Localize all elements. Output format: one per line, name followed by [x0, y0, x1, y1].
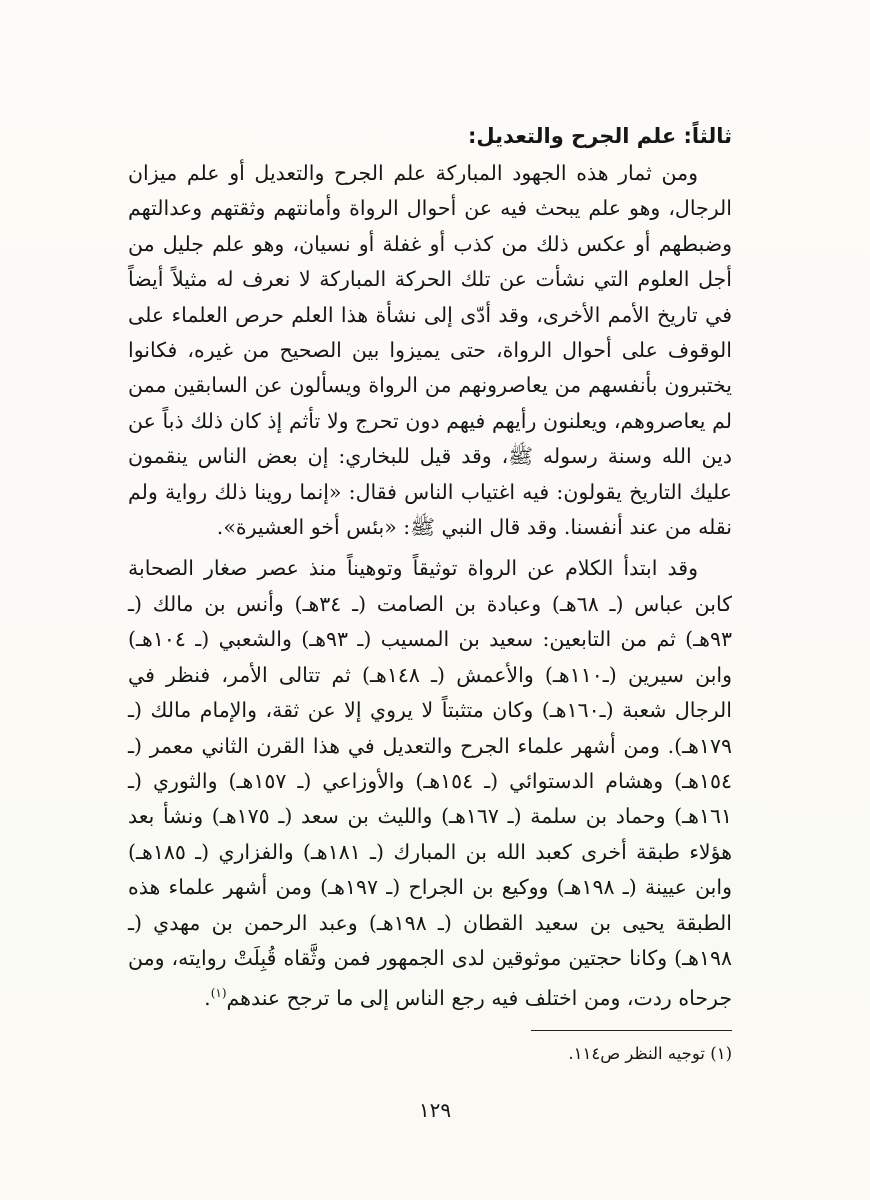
footnote-reference: (١) [210, 986, 227, 1001]
page-number: ١٢٩ [418, 1098, 452, 1122]
paragraph-2-text: وقد ابتدأ الكلام عن الرواة توثيقاً وتوهيناً منذ عصر صغار الصحابة كابن عباس (ـ ٦٨هـ) وعبادة بن الصامت (ـ ٣٤هـ) وأنس بن مالك (ـ ٩٣هـ) ثم من التابعين: سعيد بن المسيب (ـ ٩٣هـ) والشعبي (ـ ١٠٤هـ) وابن سيرين (ـ١١٠هـ) والأعمش (ـ ١٤٨هـ) ثم تتالى الأمر، فنظر في الرجال شعبة (ـ١٦٠هـ) وكان متثبتاً لا يروي إلا عن ثقة، والإمام مالك (ـ ١٧٩هـ). ومن أشهر علماء الجرح والتعديل في هذا القرن الثاني معمر (ـ ١٥٤هـ) وهشام الدستوائي (ـ ١٥٤هـ) والأوزاعي (ـ ١٥٧هـ) والثوري (ـ ١٦١هـ) وحماد بن سلمة (ـ ١٦٧هـ) والليث بن سعد (ـ ١٧٥هـ) ونشأ بعد هؤلاء طبقة أخرى كعبد الله بن المبارك (ـ ١٨١هـ) والفزاري (ـ ١٨٥هـ) وابن عيينة (ـ ١٩٨هـ) ووكيع بن الجراح (ـ ١٩٧هـ) ومن أشهر علماء هذه الطبقة يحيى بن سعيد القطان (ـ ١٩٨هـ) وعبد الرحمن بن مهدي (ـ ١٩٨هـ) وكانا حجتين موثوقين لدى الجمهور فمن وثَّقاه قُبِلَتْ روايته، ومن جرحاه ردت، ومن اختلف فيه رجع الناس إلى ما ترجح عندهم [128, 556, 733, 1011]
main-text [128, 116, 732, 1017]
footnote-divider [531, 1030, 732, 1031]
section-heading: ثالثاً: علم الجرح والتعديل: [468, 124, 732, 148]
paragraph-2 [128, 551, 732, 1016]
paragraph-1: ومن ثمار هذه الجهود المباركة علم الجرح والتعديل أو علم ميزان الرجال، وهو علم يبحث فيه عن أحوال الرواة وأمانتهم وثقتهم وعدالتهم وضبطهم أو عكس ذلك من كذب أو غفلة أو نسيان، وهو علم جليل من أجل العلوم التي نشأت عن تلك الحركة المباركة لا نعرف له مثيلاً أيضاً في تاريخ الأمم الأخرى، وقد أدّى إلى نشأة هذا العلم حرص العلماء على الوقوف على أحوال الرواة، حتى يميزوا بين الصحيح من غيره، فكانوا يختبرون بأنفسهم من يعاصرونهم من الرواة ويسألون عن السابقين ممن لم يعاصروهم، ويعلنون رأيهم فيهم دون تحرج ولا تأثم إذ كان ذلك ذباً عن دين الله وسنة رسوله ﷺ، وقد قيل للبخاري: إن بعض الناس ينقمون عليك التاريخ يقولون: فيه اغتياب الناس فقال: «إنما روينا ذلك رواية ولم نقله من عند أنفسنا. وقد قال النبي ﷺ: «بئس أخو العشيرة». [128, 161, 732, 540]
paragraph-2-end: . [204, 986, 211, 1011]
footnote: (١) توجيه النظر ص١١٤. [568, 1044, 732, 1063]
